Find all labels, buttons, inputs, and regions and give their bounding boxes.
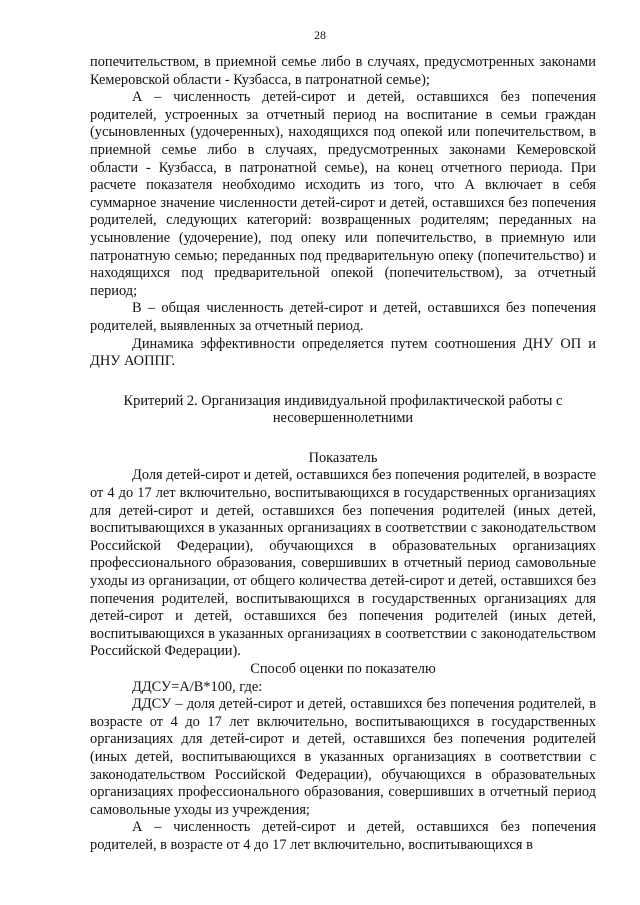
method-heading: Способ оценки по показателю — [250, 661, 436, 677]
paragraph-definition-a: А – численность детей-сирот и детей, оставшихся без попечения родителей, устроенных за отчетный период на воспитание в семьи граждан (усыновленных (удочеренных), находящихся под опекой или попечительством, в приемной семье либо в случаях, предусмотренных законами Кемеровской области - Кузбасса, в патронатной семье), на конец отчетного периода. При расчете показателя необходимо исходить из того, что А включает в себя суммарное значение численности детей-сирот и детей, оставшихся без попечения родителей, следующих категорий: возвращенных родителям; переданных на усыновление (удочерение), под опеку или попечительство, в приемную или патронатную семью; переданных под предварительную опеку (попечительство) и находящихся под предварительной опекой (попечительством), за отчетный период; — [90, 89, 596, 299]
document-body — [90, 54, 596, 855]
formula: ДДСУ=А/В*100, где: — [132, 678, 263, 695]
paragraph-definition-b: В – общая численность детей-сирот и детей, оставшихся без попечения родителей, выявленных за отчетный период. — [90, 300, 596, 334]
indicator-heading: Показатель — [308, 449, 378, 466]
definition-ddsu: ДДСУ – доля детей-сирот и детей, оставшихся без попечения родителей, в возрасте от 4 до 17 лет включительно, воспитывающихся в государственных организациях для детей-сирот и детей, оставшихся без попечения родителей (иных детей, воспитывающихся в указанных организациях в соответствии с законодательством Российской Федерации), обучающихся в образовательных организациях профессионального образования, совершивших в отчетный период самовольные уходы из учреждения; — [90, 696, 596, 818]
indicator-text: Доля детей-сирот и детей, оставшихся без попечения родителей, в возрасте от 4 до 17 лет включительно, воспитывающихся в государственных организациях для детей-сирот и детей, оставшихся без попечения родителей (иных детей, воспитывающихся в указанных организациях в соответствии с законодательством Российской Федерации), обучающихся в образовательных организациях профессионального образования, совершивших в отчетный период самовольные уходы из организации, от общего количества детей-сирот и детей, оставшихся без попечения родителей, воспитывающихся в государственных организациях для детей-сирот и детей, оставшихся без попечения родителей (иных детей, воспитывающихся в указанных организациях в соответствии с законодательством Российской Федерации). — [90, 467, 596, 660]
criterion-heading: Критерий 2. Организация индивидуальной профилактической работы с несовершеннолетними — [123, 392, 563, 427]
paragraph-continuation: попечительством, в приемной семье либо в случаях, предусмотренных законами Кемеровской области - Кузбасса, в патронатной семье); — [90, 54, 596, 88]
page-number: 28 — [314, 28, 326, 42]
paragraph-dynamics: Динамика эффективности определяется путем соотношения ДНУ ОП и ДНУ АОППГ. — [90, 335, 596, 370]
definition-a: А – численность детей-сирот и детей, оставшихся без попечения родителей, в возрасте от 4 до 17 лет включительно, воспитывающихся в — [90, 819, 596, 853]
